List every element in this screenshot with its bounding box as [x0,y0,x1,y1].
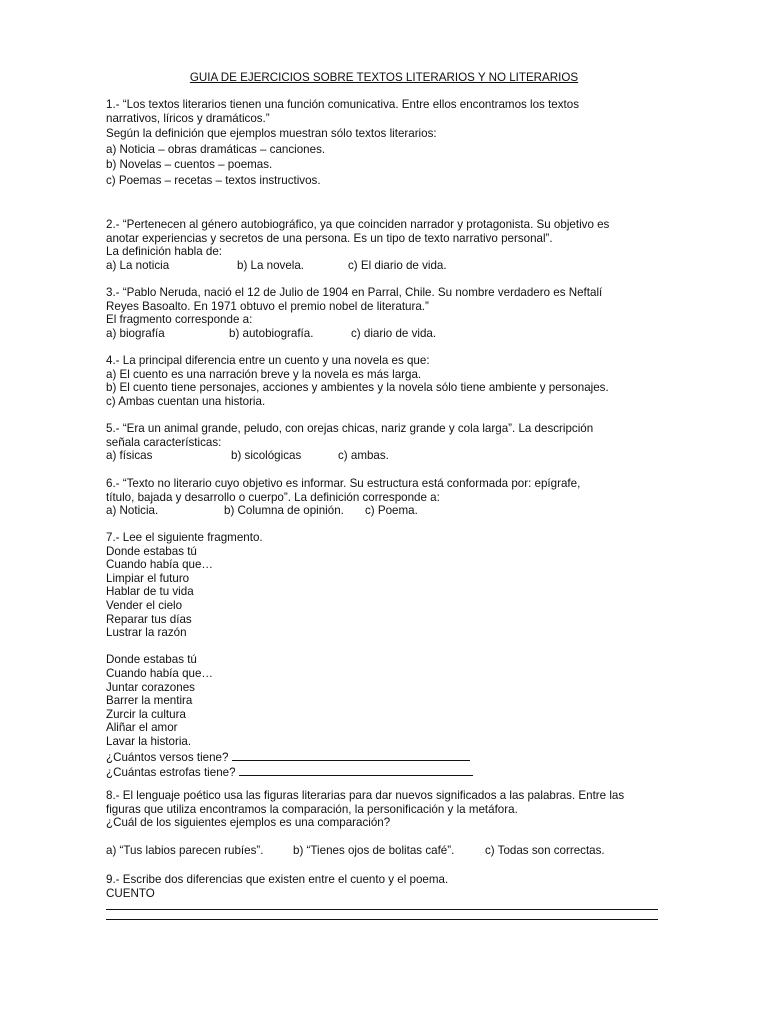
q1-option-c: c) Poemas – recetas – textos instructivos. [106,173,321,187]
q8-line-2: figuras que utiliza encontramos la comparación, la personificación y la metáfora. [106,802,518,816]
q2-line-2: anotar experiencias y secretos de una persona. Es un tipo de texto narrativo personal”. [106,231,553,245]
q9-answer-line-1[interactable] [106,900,658,910]
q2-prompt: La definición habla de: [106,245,223,259]
q5-prompt: señala características: [106,435,222,449]
q2-option-a: a) La noticia [106,258,170,272]
verse: Cuando había que… [106,666,214,680]
verse: Donde estabas tú [106,544,197,558]
q4-option-c: c) Ambas cuentan una historia. [106,394,266,408]
verse: Lustrar la razón [106,626,187,640]
q8-line-1: 8.- El lenguaje poético usa las figuras literarias para dar nuevos significados a las palabras. Entre las [106,789,625,802]
verse: Vender el cielo [106,598,183,612]
q5-option-b: b) sicológicas [231,449,302,463]
question-7 [106,531,666,780]
q5-line-1: 5.- “Era un animal grande, peludo, con orejas chicas, nariz grande y cola larga”. La descripción [106,422,594,435]
question-9 [106,873,666,920]
q8-options [106,844,666,858]
q2-option-c: c) El diario de vida. [348,258,447,272]
verses-question-label: ¿Cuántos versos tiene? [106,750,229,764]
q1-option-b: b) Novelas – cuentos – poemas. [106,158,273,172]
q6-options [106,504,666,518]
poem-stanza-1 [106,545,666,640]
verse: Aliñar el amor [106,721,178,735]
q3-option-a: a) biografía [106,326,165,340]
question-2 [106,218,666,272]
verses-answer-line[interactable] [232,749,470,761]
q2-line-1: 2.- “Pertenecen al género autobiográfico, ya que coinciden narrador y protagonista. Su objetivo es [106,218,610,231]
q7-intro: 7.- Lee el siguiente fragmento. [106,531,263,544]
stanzas-question-label: ¿Cuántas estrofas tiene? [106,766,236,780]
q3-option-b: b) autobiografía. [229,326,314,340]
verse: Lavar la historia. [106,734,192,748]
question-6 [106,477,666,518]
q3-prompt: El fragmento corresponde a: [106,313,253,327]
page-title: GUIA DE EJERCICIOS SOBRE TEXTOS LITERARIOS Y NO LITERARIOS [189,71,579,84]
q6-line-2: título, bajada y desarrollo o cuerpo”. La definición corresponde a: [106,490,440,504]
q5-option-a: a) físicas [106,449,153,463]
verse: Hablar de tu vida [106,585,194,599]
q3-option-c: c) diario de vida. [351,326,437,340]
q3-options [106,327,666,341]
q8-option-a: a) “Tus labios parecen rubíes”. [106,843,264,857]
q1-option-a: a) Noticia – obras dramáticas – canciones. [106,142,326,156]
q2-option-b: b) La novela. [237,258,305,272]
q3-line-2: Reyes Basoalto. En 1971 obtuvo el premio nobel de literatura.” [106,299,429,313]
q1-line-2: narrativos, líricos y dramáticos.” [106,111,270,125]
q5-options [106,449,666,463]
verse: Limpiar el futuro [106,571,190,585]
question-4 [106,354,666,408]
verse: Juntar corazones [106,680,195,694]
q6-option-a: a) Noticia. [106,504,159,518]
q8-prompt: ¿Cuál de los siguientes ejemplos es una comparación? [106,816,391,830]
verse: Cuando había que… [106,558,214,572]
poem-stanza-2 [106,653,666,748]
q9-prompt: 9.- Escribe dos diferencias que existen entre el cuento y el poema. [106,873,449,886]
verse: Reparar tus días [106,612,192,626]
question-8 [106,789,666,857]
q8-option-c: c) Todas son correctas. [485,843,605,857]
question-3 [106,286,666,340]
q9-story-heading: CUENTO [106,886,155,900]
verse: Barrer la mentira [106,694,193,708]
q6-option-b: b) Columna de opinión. [224,504,344,518]
q6-line-1: 6.- “Texto no literario cuyo objetivo es informar. Su estructura está conformada por: epígrafe, [106,477,581,490]
question-5 [106,422,666,463]
q4-option-b: b) El cuento tiene personajes, acciones y ambientes y la novela sólo tiene ambiente y personajes. [106,381,609,395]
q5-option-c: c) ambas. [338,449,389,463]
q1-prompt: Según la definición que ejemplos muestran sólo textos literarios: [106,127,437,141]
q4-option-a: a) El cuento es una narración breve y la novela es más larga. [106,367,422,381]
stanzas-answer-line[interactable] [239,764,473,776]
q9-answer-line-2[interactable] [106,910,658,920]
q4-prompt: 4.- La principal diferencia entre un cuento y una novela es que: [106,354,430,367]
verses-question [106,749,666,765]
verse: Zurcir la cultura [106,707,186,721]
q6-option-c: c) Poema. [365,504,418,518]
q8-option-b: b) “Tienes ojos de bolitas café”. [293,843,455,857]
q3-line-1: 3.- “Pablo Neruda, nació el 12 de Julio de 1904 en Parral, Chile. Su nombre verdadero es Neftalí [106,286,603,299]
stanzas-question [106,764,666,780]
question-1 [106,98,666,188]
q2-options [106,259,666,273]
verse: Donde estabas tú [106,653,197,667]
q1-line-1: 1.- “Los textos literarios tienen una función comunicativa. Entre ellos encontramos los textos [106,98,580,111]
